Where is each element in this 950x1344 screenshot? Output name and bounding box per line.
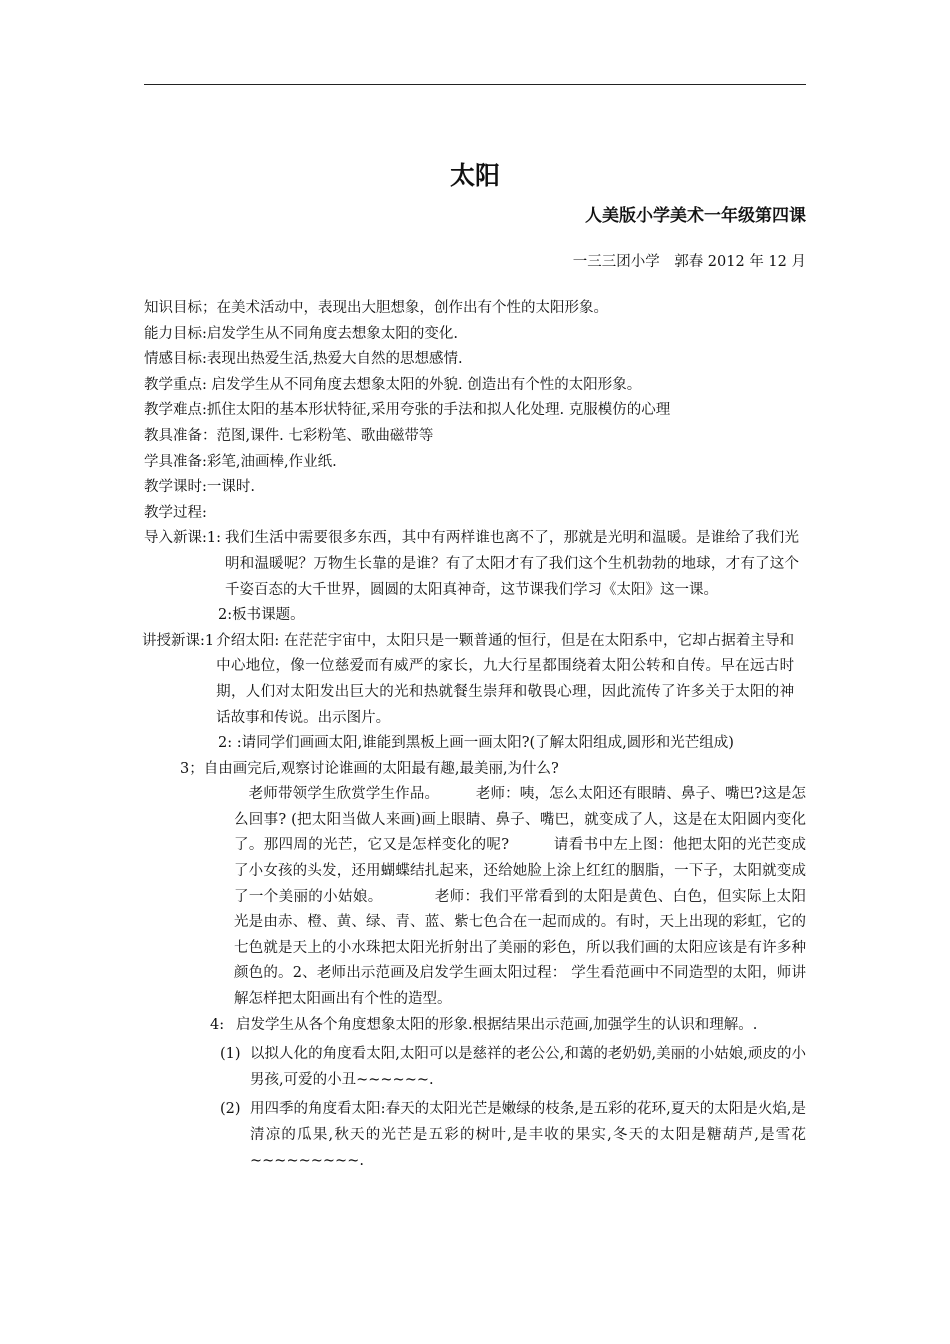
- lecture-p1: 介绍太阳: 在茫茫宇宙中，太阳只是一颗普通的恒行，但是在太阳系中，它却占据着主导和中心地位，像一位慈爱而有威严的家长，九大行星都围绕着太阳公转和自传。早在远古时期，人们对太阳发出巨大的光和热就餐生崇拜和敬畏心理，因此流传了许多关于太阳的神话故事和传说。出示图片。: [216, 632, 795, 726]
- teaching-process: 教学过程:: [144, 504, 207, 521]
- author-line: 一三三团小学 郭春 2012 年 12 月: [572, 254, 806, 270]
- document-body: [144, 296, 806, 1174]
- lecture-p1-num: 1: [204, 632, 215, 649]
- lecture-p4-num: 4:: [210, 1016, 225, 1033]
- lecture-p2: 2: :请同学们画画太阳,谁能到黑板上画一画太阳?(了解太阳组成,圆形和光芒组成): [218, 735, 734, 752]
- goal-emotion: 情感目标:表现出热爱生活,热爱大自然的思想感情.: [144, 351, 463, 368]
- intro-section: [144, 526, 806, 603]
- subtitle: 人美版小学美术一年级第四课: [585, 206, 806, 226]
- goal-knowledge: 知识目标；在美术活动中，表现出大胆想象，创作出有个性的太阳形象。: [144, 300, 608, 316]
- teaching-focus: 教学重点: 启发学生从不同角度去想象太阳的外貌. 创造出有个性的太阳形象。: [144, 376, 642, 393]
- item-2-text: 用四季的角度看太阳:春天的太阳光芒是嫩绿的枝条,是五彩的花环,夏天的太阳是火焰,是清凉的瓜果,秋天的光芒是五彩的树叶,是丰收的果实,冬天的太阳是糖葫芦,是雪花~~~~~~~~~.: [250, 1101, 806, 1169]
- item-2-num: (2): [220, 1101, 241, 1118]
- lecture-label: 讲授新课:: [142, 632, 205, 649]
- header-rule: [144, 84, 806, 85]
- list-item: [220, 1097, 806, 1174]
- item-1-num: (1): [220, 1046, 241, 1063]
- list-item: [220, 1042, 806, 1093]
- intro-p1-num: 1:: [206, 530, 222, 547]
- lecture-section: [142, 629, 806, 731]
- page-title: 太阳: [449, 161, 500, 190]
- intro-p1: 我们生活中需要很多东西，其中有两样谁也离不了，那就是光明和温暖。是谁给了我们光明和温暖呢？万物生长靠的是谁？有了太阳才有了我们这个生机勃勃的地球，才有了这个千姿百态的大千世界，圆圆的太阳真神奇，这节课我们学习《太阳》这一课。: [225, 530, 800, 598]
- intro-label: 导入新课:: [144, 530, 207, 547]
- item-1-text: 以拟人化的角度看太阳,太阳可以是慈祥的老公公,和蔼的老奶奶,美丽的小姑娘,顽皮的小男孩,可爱的小丑~~~~~~.: [250, 1046, 806, 1088]
- lecture-p4: [210, 1013, 806, 1039]
- teaching-difficulty: 教学难点:抓住太阳的基本形状特征,采用夸张的手法和拟人化处理. 克服模仿的心理: [144, 402, 671, 419]
- lecture-p4-text: 启发学生从各个角度想象太阳的形象.根据结果出示范画,加强学生的认识和理解。.: [236, 1016, 758, 1033]
- intro-p2: 2:板书课题。: [218, 607, 305, 624]
- goal-ability: 能力目标:启发学生从不同角度去想象太阳的变化.: [144, 325, 458, 342]
- lecture-p3-detail: 老师带领学生欣赏学生作品。 老师：咦，怎么太阳还有眼睛、鼻子、嘴巴?这是怎么回事? (把太阳当做人来画)画上眼睛、鼻子、嘴巴，就变成了人，这是在太阳圆内变化了。那四周的光芒，它又是怎样变化的呢? 请看书中左上图：他把太阳的光芒变成了小女孩的头发，还用蝴蝶结扎起来，还给她脸上涂上红红的胭脂，一下子，太阳就变成了一个美丽的小姑娘。 老师：我们平常看到的太阳是黄色、白色，但实际上太阳光是由赤、橙、黄、绿、青、蓝、紫七色合在一起而成的。有时，天上出现的彩虹，它的七色就是天上的小水珠把太阳光折射出了美丽的彩色，所以我们画的太阳应该是有许多种颜色的。2、老师出示范画及启发学生画太阳过程： 学生看范画中不同造型的太阳，师讲解怎样把太阳画出有个性的造型。: [234, 786, 806, 1008]
- teaching-materials: 教具准备：范图,课件. 七彩粉笔、歌曲磁带等: [144, 427, 434, 444]
- lecture-p3: 3；自由画完后,观察讨论谁画的太阳最有趣,最美丽,为什么?: [180, 760, 559, 777]
- class-hours: 教学课时:一课时.: [144, 479, 255, 496]
- student-materials: 学具准备:彩笔,油画棒,作业纸.: [144, 453, 337, 470]
